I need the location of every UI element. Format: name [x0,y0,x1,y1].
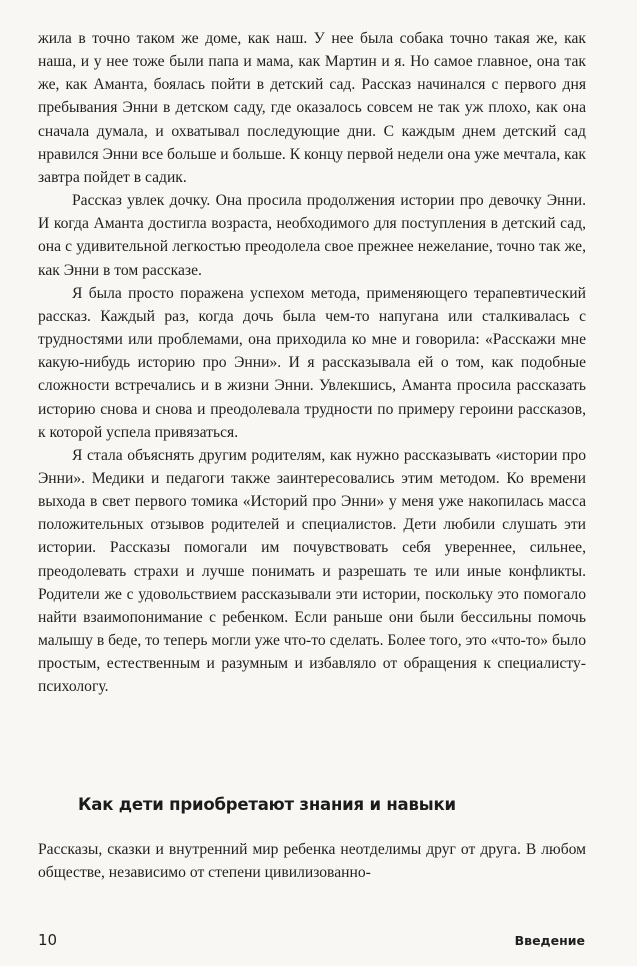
paragraph-1: жила в точно таком же доме, как наш. У нее была собака точно такая же, как наша, и у нее тоже были папа и мама, как Мартин и я. Но самое главное, она так же, как Аманта, боялась пойти в детский сад. Рассказ начинался с первого дня пребывания Энни в детском саду, где оказалось совсем не так уж плохо, как она сначала думала, и охватывал последующие дни. С каждым днем детский сад нравился Энни все больше и больше. К концу первой недели она уже мечтала, как завтра пойдет в садик. [38,30,586,186]
paragraph-2: Рассказ увлек дочку. Она просила продолжения истории про девочку Энни. И когда Аманта достигла возраста, необходимого для поступления в детский сад, она с удивительной легкостью преодолела свое прежнее нежелание, точно так же, как Энни в том рассказе. [38,192,586,279]
running-footer-section: Введение [514,933,585,948]
section-heading: Как дети приобретают знания и навыки [78,795,456,814]
body-text [38,27,586,699]
section-paragraph: Рассказы, сказки и внутренний мир ребенка неотделимы друг от друга. В любом обществе, независимо от степени цивилизованно- [38,841,586,882]
page-number: 10 [38,931,58,949]
paragraph-3: Я была просто поражена успехом метода, применяющего терапевтический рассказ. Каждый раз, когда дочь была чем-то напугана или сталкивалась с трудностями или проблемами, она приходила ко мне и говорила: «Расскажи мне какую-нибудь историю про Энни». И я рассказывала ей о том, как подобные сложности встречались и в жизни Энни. Увлекшись, Аманта просила рассказать историю снова и снова и преодолевала трудности по примеру героини рассказов, к которой успела привязаться. [38,284,586,441]
section-text [38,838,586,884]
paragraph-4: Я стала объяснять другим родителям, как нужно рассказывать «истории про Энни». Медики и педагоги также заинтересовались этим методом. Ко времени выхода в свет первого томика «Историй про Энни» у меня уже накопилась масса положительных отзывов родителей и специалистов. Дети любили слушать эти истории. Рассказы помогали им почувствовать себя увереннее, сильнее, преодолевать страхи и лучше понимать и разрешать те или иные конфликты. Родители же с удовольствием рассказывали эти истории, поскольку это помогало найти взаимопонимание с ребенком. Если раньше они были бессильны помочь малышу в беде, то теперь могли уже что-то сделать. Более того, это «что-то» было простым, естественным и разумным и избавляло от обращения к специалисту-психологу. [38,446,586,696]
